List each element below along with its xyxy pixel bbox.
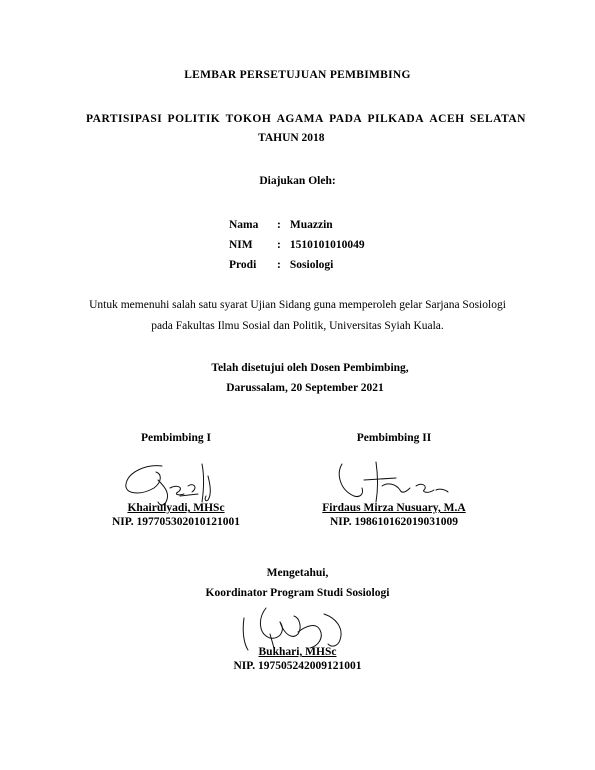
thesis-title-word: PADA xyxy=(329,113,363,125)
field-label: Prodi xyxy=(229,259,257,271)
thesis-title-word: POLITIK xyxy=(167,113,221,125)
field-separator: : xyxy=(277,259,281,271)
advisor-2-signature xyxy=(336,456,456,508)
thesis-title-word: PARTISIPASI xyxy=(86,113,163,125)
thesis-title-word: TOKOH xyxy=(225,113,272,125)
field-value: 1510101010049 xyxy=(289,239,365,251)
thesis-title-word: SELATAN xyxy=(469,113,526,125)
advisor-2-name: Firdaus Mirza Nusuary, M.A xyxy=(322,502,466,514)
coordinator-name: Bukhari, MHSc xyxy=(258,646,337,658)
approval-line-2: Darussalam, 20 September 2021 xyxy=(226,382,384,394)
advisor-2-role: Pembimbing II xyxy=(356,432,432,444)
student-name-row xyxy=(229,219,333,231)
coordinator-nip: NIP. 197505242009121001 xyxy=(233,660,362,672)
field-label: NIM xyxy=(229,239,253,251)
field-label: Nama xyxy=(229,219,259,231)
submitted-by-label: Diajukan Oleh: xyxy=(259,175,336,187)
approval-line-1: Telah disetujui oleh Dosen Pembimbing, xyxy=(211,362,409,374)
thesis-title-word: ACEH xyxy=(429,113,465,125)
advisor-1-name: Khairulyadi, MHSc xyxy=(127,502,225,514)
thesis-title-word: PILKADA xyxy=(367,113,425,125)
coordinator-role: Koordinator Program Studi Sosiologi xyxy=(205,587,390,599)
student-nim-row xyxy=(229,239,365,251)
document-title: LEMBAR PERSETUJUAN PEMBIMBING xyxy=(184,69,411,81)
advisor-1-nip: NIP. 197705302010121001 xyxy=(112,516,240,528)
field-value: Muazzin xyxy=(289,219,333,231)
field-separator: : xyxy=(277,239,281,251)
purpose-line-2: pada Fakultas Ilmu Sosial dan Politik, Universitas Syiah Kuala. xyxy=(151,320,444,332)
field-separator: : xyxy=(277,219,281,231)
purpose-line-1: Untuk memenuhi salah satu syarat Ujian Sidang guna memperoleh gelar Sarjana Sosiologi xyxy=(89,299,506,311)
acknowledgement-heading: Mengetahui, xyxy=(266,567,329,579)
field-value: Sosiologi xyxy=(289,259,334,271)
advisor-2-nip: NIP. 198610162019031009 xyxy=(330,516,458,528)
advisor-1-role: Pembimbing I xyxy=(141,432,211,444)
thesis-title-word: AGAMA xyxy=(276,113,324,125)
student-prodi-row xyxy=(229,259,333,271)
thesis-title-line-2: TAHUN 2018 xyxy=(258,132,325,144)
thesis-title-line-1 xyxy=(86,113,526,125)
